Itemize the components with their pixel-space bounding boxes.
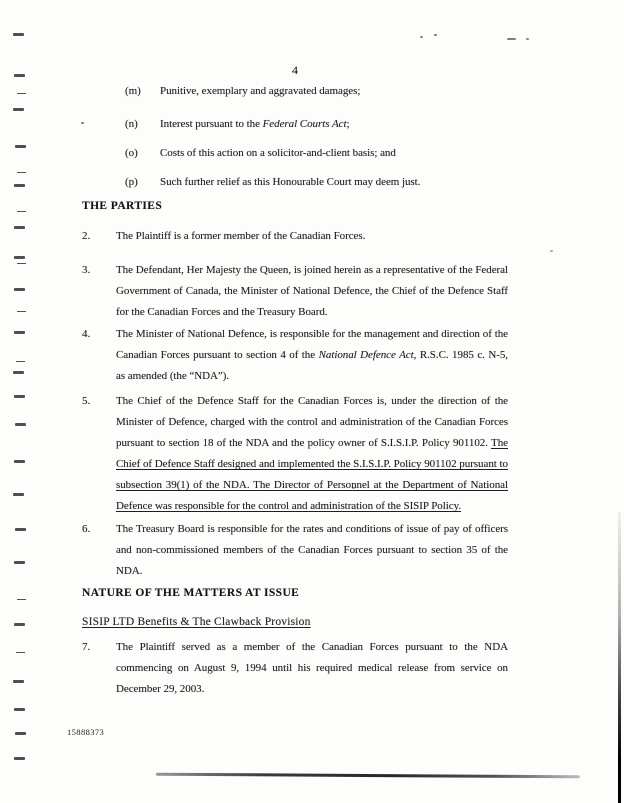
page-number: 4 (292, 63, 298, 77)
paragraph-text (116, 395, 508, 512)
relief-item-text (160, 85, 360, 97)
text-segment: The Plaintiff served as a member of the Canadian Forces pursuant to the NDA commencing on August 9, 1994 until his required medical release from service on December 29, 2003. (116, 641, 508, 695)
text-segment: The Defendant, Her Majesty the Queen, is joined herein as a representative of the Federal Government of Canada, the Minister of National Defence, the Chief of the Defence Staff for the Canadian Forces and the Treasury Board. (116, 264, 508, 318)
text-segment: The Chief of the Defence Staff for the Canadian Forces is, under the direction of the Minister of Defence, charged with the control and administration of the Canadian Forces pursuant to section 18 of the NDA and the policy owner of S.I.S.I.P. Policy 901102. (116, 395, 508, 449)
paragraph-text (116, 230, 365, 242)
relief-item-o (82, 143, 508, 164)
scan-artifact-dash (507, 38, 516, 40)
text-segment-italic: Federal Courts Act (262, 118, 347, 130)
relief-item-text (160, 118, 349, 130)
page-content (82, 0, 508, 700)
relief-item-m (82, 81, 508, 102)
relief-item-label: (p) (125, 176, 138, 188)
text-segment: ; (346, 118, 350, 130)
paragraph-number: 3. (82, 264, 91, 276)
relief-item-n (82, 114, 508, 135)
text-segment-underlined: The Chief of Defence Staff designed and implemented the S.I.S.I.P. Policy 901102 pursuant to subsection 39(1) of the NDA. The Director of Personnel at the Department of National Defence was responsible for the control and administration of the SISIP Policy. (116, 437, 508, 512)
relief-item-label: (m) (125, 85, 141, 97)
text-segment: The Minister of National Defence, is responsible for the management and direction of the Canadian Forces pursuant to section 4 of the (116, 328, 508, 361)
text-segment: , R.S.C. 1985 c. N-5, as amended (the “NDA”). (116, 349, 508, 382)
paragraph-number: 2. (82, 230, 91, 242)
paragraph-text (116, 523, 508, 577)
scan-artifact-right-edge-line (618, 512, 621, 803)
paragraph-4 (82, 324, 508, 387)
section-heading-nature-of-matters: NATURE OF THE MATTERS AT ISSUE (82, 587, 300, 599)
relief-item-text (160, 176, 420, 188)
paragraph-number: 5. (82, 395, 91, 407)
text-segment-italic: National Defence Act (318, 349, 414, 361)
paragraph-number: 7. (82, 641, 91, 653)
text-segment: Costs of this action on a solicitor-and-client basis; and (160, 147, 396, 159)
text-segment: Punitive, exemplary and aggravated damages; (160, 85, 361, 97)
section-heading-the-parties: THE PARTIES (82, 200, 163, 212)
text-segment: The Treasury Board is responsible for the rates and conditions of issue of pay of officers and non-commissioned members of the Canadian Forces pursuant to section 35 of the NDA. (116, 523, 508, 577)
relief-item-label: (n) (125, 118, 138, 130)
text-segment: Such further relief as this Honourable Court may deem just. (160, 176, 421, 188)
paragraph-text (116, 264, 508, 318)
paragraph-number: 4. (82, 328, 91, 340)
paragraph-number: 6. (82, 523, 91, 535)
relief-list (82, 81, 508, 193)
scan-artifact-bottom-line (156, 773, 580, 778)
paragraph-6 (82, 519, 508, 582)
paragraph-text (116, 641, 508, 695)
subheading-sisip-clawback: SISIP LTD Benefits & The Clawback Provision (82, 616, 311, 628)
relief-item-text (160, 147, 396, 159)
paragraph-7 (82, 637, 508, 700)
document-id-number: 15888373 (67, 727, 105, 737)
text-segment: The Plaintiff is a former member of the Canadian Forces. (116, 230, 366, 242)
paragraph-3 (82, 260, 508, 323)
paragraph-text (116, 328, 508, 382)
paragraph-5 (82, 391, 508, 517)
paragraph-2 (82, 226, 508, 247)
relief-item-label: (o) (125, 147, 138, 159)
relief-item-p (82, 172, 508, 193)
text-segment: Interest pursuant to the (160, 118, 263, 130)
scan-artifact-margin-dashes (13, 33, 24, 36)
